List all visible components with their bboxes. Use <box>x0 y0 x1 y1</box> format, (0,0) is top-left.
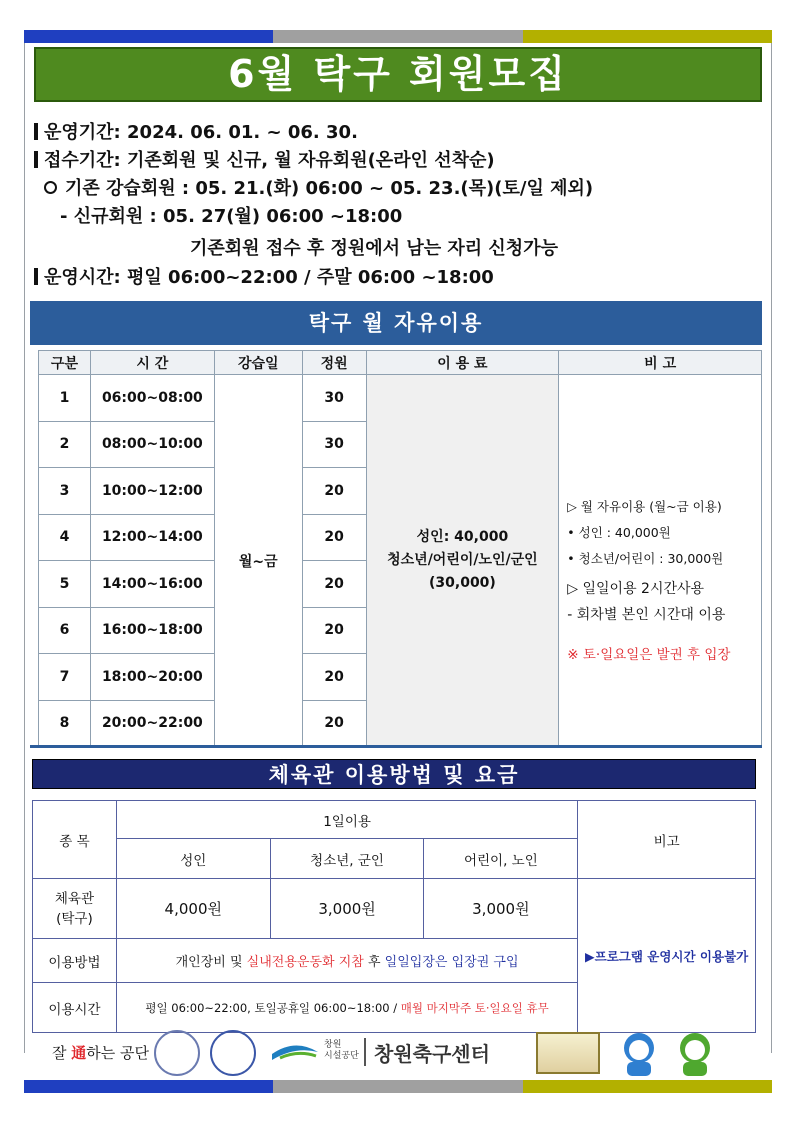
note-line: ▷ 일일이용 2시간사용 <box>567 580 705 597</box>
section-gym-title: 체육관 이용방법 및 요금 <box>32 759 756 789</box>
price-youth: 3,000원 <box>270 879 424 939</box>
info-existing: 기존 강습회원 : 05. 21.(화) 06:00 ~ 05. 23.(목)(토/일 제외) <box>44 174 593 200</box>
row-number: 7 <box>39 654 91 701</box>
row-capacity: 20 <box>302 514 366 561</box>
table-row <box>39 375 762 422</box>
note-line: - 회차별 본인 시간대 이용 <box>567 606 726 623</box>
info-hours: 운영시간: 평일 06:00~22:00 / 주말 06:00 ~18:00 <box>34 263 494 289</box>
row-capacity: 30 <box>302 421 366 468</box>
mascot-blue-icon <box>614 1028 664 1078</box>
section-free-use-title: 탁구 월 자유이용 <box>30 301 762 345</box>
row-number: 8 <box>39 700 91 747</box>
col-adult: 성인 <box>116 839 270 879</box>
col-header: 시 간 <box>90 351 214 375</box>
row-number: 1 <box>39 375 91 422</box>
weekend-note: ※ 토·일요일은 발권 후 입장 <box>567 646 731 663</box>
row-number: 2 <box>39 421 91 468</box>
daily-header: 1일이용 <box>116 801 577 839</box>
note-line: • 청소년/어린이 : 30,000원 <box>567 550 724 566</box>
col-youth: 청소년, 군인 <box>270 839 424 879</box>
row-capacity: 20 <box>302 654 366 701</box>
row-number: 3 <box>39 468 91 515</box>
col-header: 구분 <box>39 351 91 375</box>
row-capacity: 20 <box>302 607 366 654</box>
certification-logo <box>210 1030 256 1076</box>
gym-fee-table <box>32 800 756 1033</box>
row-capacity: 30 <box>302 375 366 422</box>
row-time: 14:00~16:00 <box>90 561 214 608</box>
circle-bullet-icon <box>44 181 57 194</box>
price-child: 3,000원 <box>424 879 578 939</box>
row-capacity: 20 <box>302 561 366 608</box>
row-time: 16:00~18:00 <box>90 607 214 654</box>
row-time: 12:00~14:00 <box>90 514 214 561</box>
mascot-green-icon <box>670 1028 720 1078</box>
org-name: 창원축구센터 <box>374 1042 490 1066</box>
row-number: 6 <box>39 607 91 654</box>
row-time: 08:00~10:00 <box>90 421 214 468</box>
info-new: - 신규회원 : 05. 27(월) 06:00 ~18:00 <box>60 206 403 227</box>
method-label: 이용방법 <box>33 939 117 983</box>
col-header: 정원 <box>302 351 366 375</box>
note-header: 비고 <box>578 801 756 879</box>
slogan: 잘 通하는 공단 <box>52 1044 150 1062</box>
col-child: 어린이, 노인 <box>424 839 578 879</box>
badge-logo <box>536 1032 600 1074</box>
row-number: 4 <box>39 514 91 561</box>
info-remain: 기존회원 접수 후 정원에서 남는 자리 신청가능 <box>190 238 558 259</box>
col-header: 강습일 <box>214 351 302 375</box>
free-use-table <box>38 350 762 747</box>
price-adult: 4,000원 <box>116 879 270 939</box>
fee-cell: 성인: 40,000 청소년/어린이/노인/군인 (30,000) <box>366 375 559 747</box>
table-header-row <box>39 351 762 375</box>
divider <box>364 1038 366 1066</box>
info-period: 운영기간: 2024. 06. 01. ~ 06. 30. <box>34 118 358 144</box>
page-title: 6월 탁구 회원모집 <box>34 47 762 102</box>
row-time: 20:00~22:00 <box>90 700 214 747</box>
time-text: 평일 06:00~22:00, 토일공휴일 06:00~18:00 / 매월 마지막주 토·일요일 휴무 <box>116 983 577 1033</box>
row-capacity: 20 <box>302 468 366 515</box>
item-header: 종 목 <box>33 801 117 879</box>
note-line: ▷ 월 자유이용 (월~금 이용) <box>567 498 722 514</box>
note-line: • 성인 : 40,000원 <box>567 524 671 540</box>
bottom-color-bar <box>24 1080 772 1093</box>
consumer-award-logo <box>154 1030 200 1076</box>
org-small-name: 창원 시설공단 <box>324 1040 359 1061</box>
col-header: 비 고 <box>559 351 762 375</box>
row-time: 06:00~08:00 <box>90 375 214 422</box>
row-time: 18:00~20:00 <box>90 654 214 701</box>
class-days: 월~금 <box>214 375 302 747</box>
method-text: 개인장비 및 실내전용운동화 지참 후 일일입장은 입장권 구입 <box>116 939 577 983</box>
gym-label: 체육관 (탁구) <box>33 879 117 939</box>
notes-cell <box>559 375 762 747</box>
top-color-bar <box>24 30 772 43</box>
col-header: 이 용 료 <box>366 351 559 375</box>
time-label: 이용시간 <box>33 983 117 1033</box>
program-note: ▶프로그램 운영시간 이용불가 <box>578 879 756 1033</box>
footer-logos <box>34 1028 762 1078</box>
row-number: 5 <box>39 561 91 608</box>
swoosh-logo-icon <box>270 1040 320 1064</box>
info-reception: 접수기간: 기존회원 및 신규, 월 자유회원(온라인 선착순) <box>34 146 495 172</box>
divider <box>30 745 762 748</box>
row-time: 10:00~12:00 <box>90 468 214 515</box>
row-capacity: 20 <box>302 700 366 747</box>
